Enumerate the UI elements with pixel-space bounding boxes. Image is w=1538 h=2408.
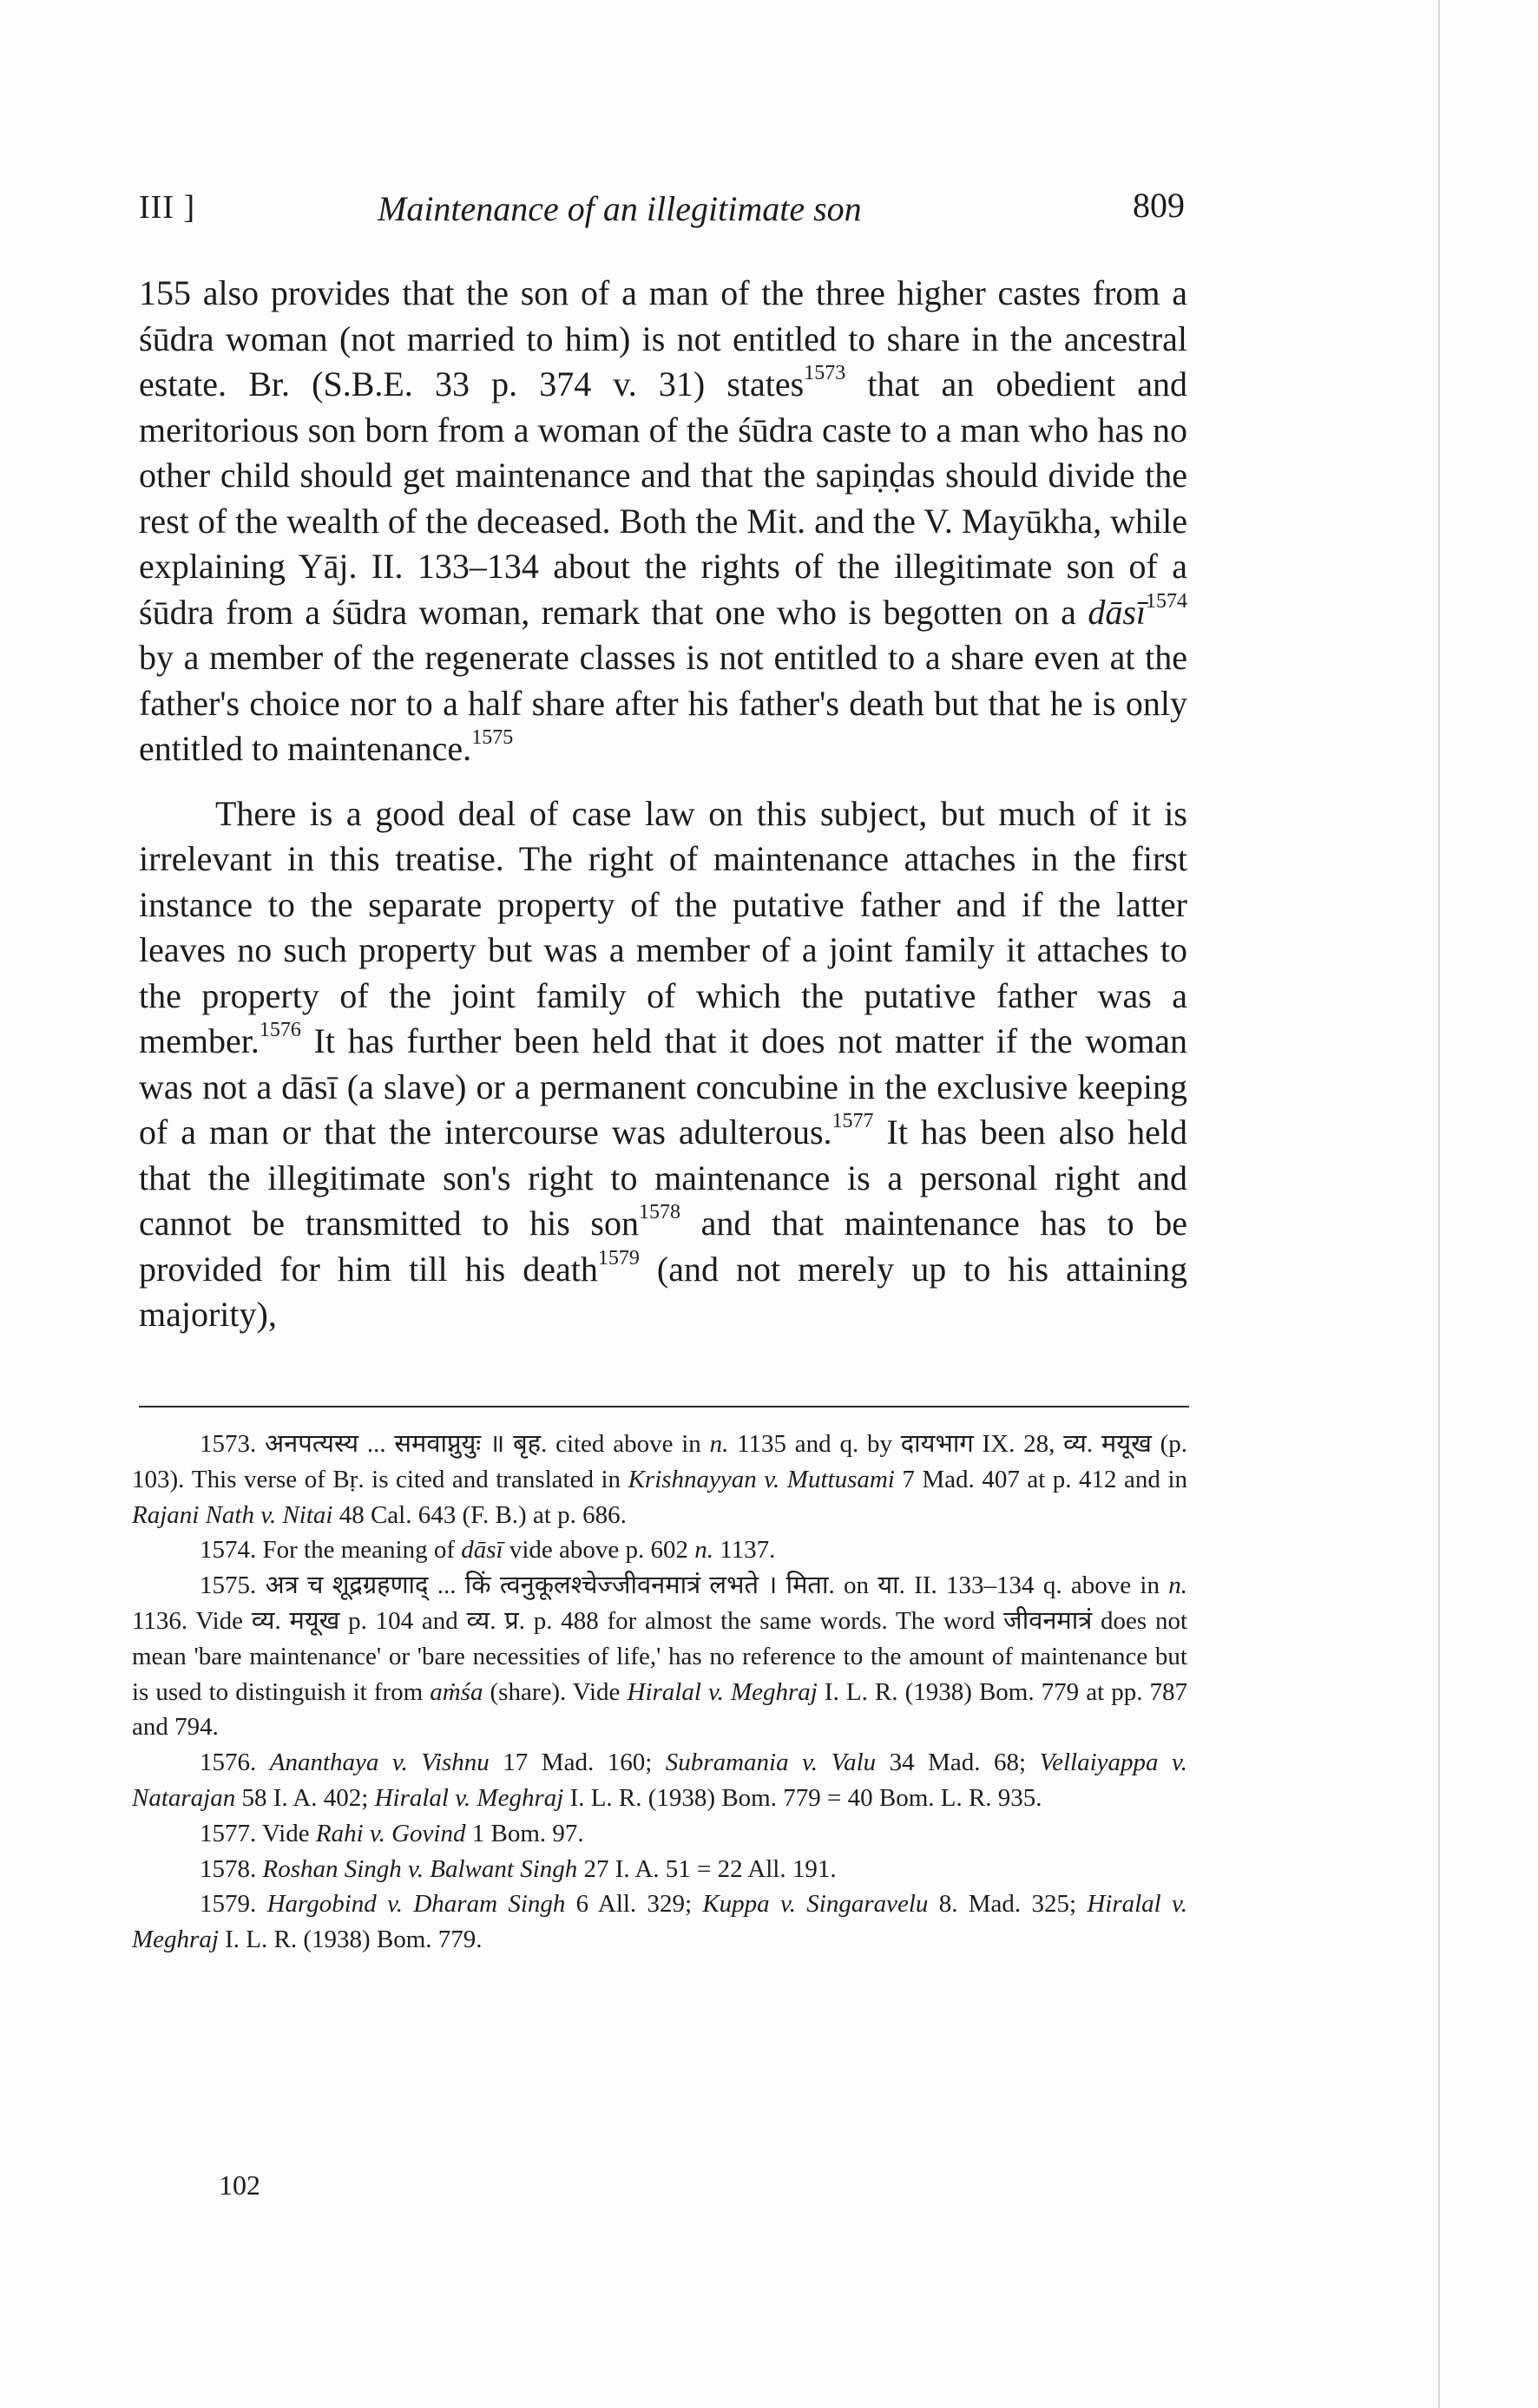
footnote-ref: 1575 (471, 725, 514, 749)
text-run: 17 Mad. 160; (489, 1749, 666, 1777)
footnote-ref: 1573 (804, 361, 846, 384)
italic-text: dāsī (461, 1536, 503, 1565)
footnote-1578 (132, 1852, 1187, 1887)
italic-text: Ananthaya v. Vishnu (269, 1749, 490, 1777)
text-run: 1135 and q. by दायभाग IX. 28, व्य. मयूख (p. 103). This verse of Bṛ. is cited and translated in (132, 1430, 1187, 1493)
text-run: and that maintenance has to be provided for him till his death (139, 1204, 1187, 1289)
text-run: I. L. R. (1938) Bom. 779 = 40 Bom. L. R. 935. (563, 1783, 1042, 1812)
italic-text: Rahi v. Govind (315, 1819, 466, 1847)
italic-text: n. (1168, 1571, 1187, 1600)
text-run: 1576. (200, 1749, 270, 1777)
italic-text: Hiralal v. Meghraj (132, 1890, 1187, 1954)
text-run: 34 Mad. 68; (876, 1749, 1040, 1777)
text-run: (share). Vide (483, 1677, 628, 1706)
text-run: 155 also provides that the son of a man of the three higher castes from a śūdra woman (not married to him) is not entitled to share in the ancestral estate. Br. (S.B.E. 33 p. 374 v. 31) states (139, 273, 1187, 404)
italic-text: Rajani Nath v. Nitai (132, 1500, 333, 1529)
paragraph-1 (139, 271, 1187, 772)
italic-text: dāsī (1088, 592, 1146, 632)
body-text (139, 271, 1187, 1338)
footnote-ref: 1576 (259, 1018, 301, 1041)
text-run: 1137. (713, 1536, 776, 1565)
italic-text: Krishnayyan v. Muttusami (628, 1465, 895, 1493)
text-run: 8. Mad. 325; (928, 1890, 1088, 1919)
italic-text: Kuppa v. Singaravelu (702, 1890, 929, 1919)
page-edge-rule (1438, 0, 1440, 2408)
text-run: I. L. R. (1938) Bom. 779 at pp. 787 and 794. (132, 1677, 1188, 1742)
text-run: 7 Mad. 407 at p. 412 and in (894, 1465, 1187, 1493)
footnote-ref: 1578 (639, 1200, 680, 1224)
running-title: Maintenance of an illegitimate son (378, 189, 862, 228)
text-run: 1578. (200, 1854, 263, 1883)
text-run: 48 Cal. 643 (F. B.) at p. 686. (332, 1500, 627, 1529)
text-run: 1573. अनपत्यस्य ... समवाप्नुयुः ॥ बृह. cited above in (200, 1430, 710, 1458)
text-run: 27 I. A. 51 = 22 All. 191. (577, 1854, 837, 1883)
footnote-1574 (132, 1532, 1187, 1568)
text-run: that an obedient and meritorious son born from a woman of the śūdra caste to a man who has no other child should get maintenance and that the sapiṇḍas should divide the rest of the wealth of the deceased. Both the Mit. and the V. Mayūkha, while explaining Yāj. II. 133–134 about the rights of the illegitimate son of a śūdra from a śūdra woman, remark that one who is begotten on a (139, 364, 1187, 632)
italic-text: Hiralal v. Meghraj (627, 1677, 818, 1706)
text-run: by a member of the regenerate classes is not entitled to a share even at the father's choice nor to a half share after his father's death but that he is only entitled to maintenance. (139, 638, 1187, 768)
italic-text: n. (709, 1430, 729, 1458)
text-run: 1136. Vide व्य. मयूख p. 104 and व्य. प्र. p. 488 for almost the same words. The word जीवनमात्रं does not mean 'bare maintenance' or 'bare necessities of life,' has no reference to the amount of maintenance but is used to distinguish it from (132, 1606, 1187, 1706)
italic-text: Hargobind v. Dharam Singh (266, 1890, 566, 1919)
signature-mark: 102 (219, 2169, 260, 2201)
text-run: It has further been held that it does not matter if the woman was not a dāsī (a slave) or a permanent concubine in the exclusive keeping of a man or that the intercourse was adulterous. (139, 1021, 1187, 1152)
text-run: 1575. अत्र च शूद्रग्रहणाद् ... किं त्वनुकूलश्चेज्जीवनमात्रं लभते । मिता. on या. II. 133–134 q. above in (200, 1571, 1169, 1600)
text-run: 6 All. 329; (565, 1890, 703, 1919)
text-run: It has been also held that the illegitimate son's right to maintenance is a personal right and cannot be transmitted to his son (139, 1112, 1187, 1243)
italic-text: Roshan Singh v. Balwant Singh (262, 1854, 578, 1883)
text-run: There is a good deal of case law on this subject, but much of it is irrelevant in this treatise. The right of maintenance attaches in the first instance to the separate property of the putative father and if the latter leaves no such property but was a member of a joint family it attaches to the property of the joint family of which the putative father was a member. (139, 793, 1187, 1060)
running-head (139, 178, 1185, 230)
italic-text: Vellaiyappa v. Natarajan (132, 1749, 1188, 1812)
text-run: 1 Bom. 97. (465, 1819, 584, 1847)
footnote-1579 (132, 1886, 1187, 1958)
paragraph-2 (139, 791, 1187, 1338)
italic-text: Hiralal v. Meghraj (374, 1783, 564, 1812)
text-run: vide above p. 602 (503, 1536, 695, 1565)
italic-text: n. (694, 1536, 713, 1565)
footnote-1577 (132, 1816, 1187, 1852)
footnote-1573 (132, 1427, 1187, 1532)
text-run: 1579. (200, 1890, 267, 1919)
section-marker: III ] (139, 189, 196, 226)
text-run: 58 I. A. 402; (235, 1783, 375, 1812)
italic-text: aṁśa (430, 1677, 483, 1706)
footnote-ref: 1577 (831, 1109, 874, 1132)
italic-text: Subramania v. Valu (665, 1749, 877, 1777)
footnote-1576 (132, 1745, 1187, 1816)
text-run: 1574. For the meaning of (200, 1536, 462, 1565)
text-run: (and not merely up to his attaining majority), (139, 1249, 1187, 1334)
footnote-1575 (132, 1568, 1187, 1745)
page-number: 809 (1133, 186, 1185, 225)
footnote-divider (139, 1406, 1189, 1407)
footnote-ref: 1579 (597, 1246, 640, 1270)
text-run: 1577. Vide (200, 1819, 316, 1847)
footnote-ref: 1574 (1146, 589, 1187, 613)
footnotes (132, 1427, 1187, 1958)
text-run: I. L. R. (1938) Bom. 779. (218, 1926, 483, 1954)
